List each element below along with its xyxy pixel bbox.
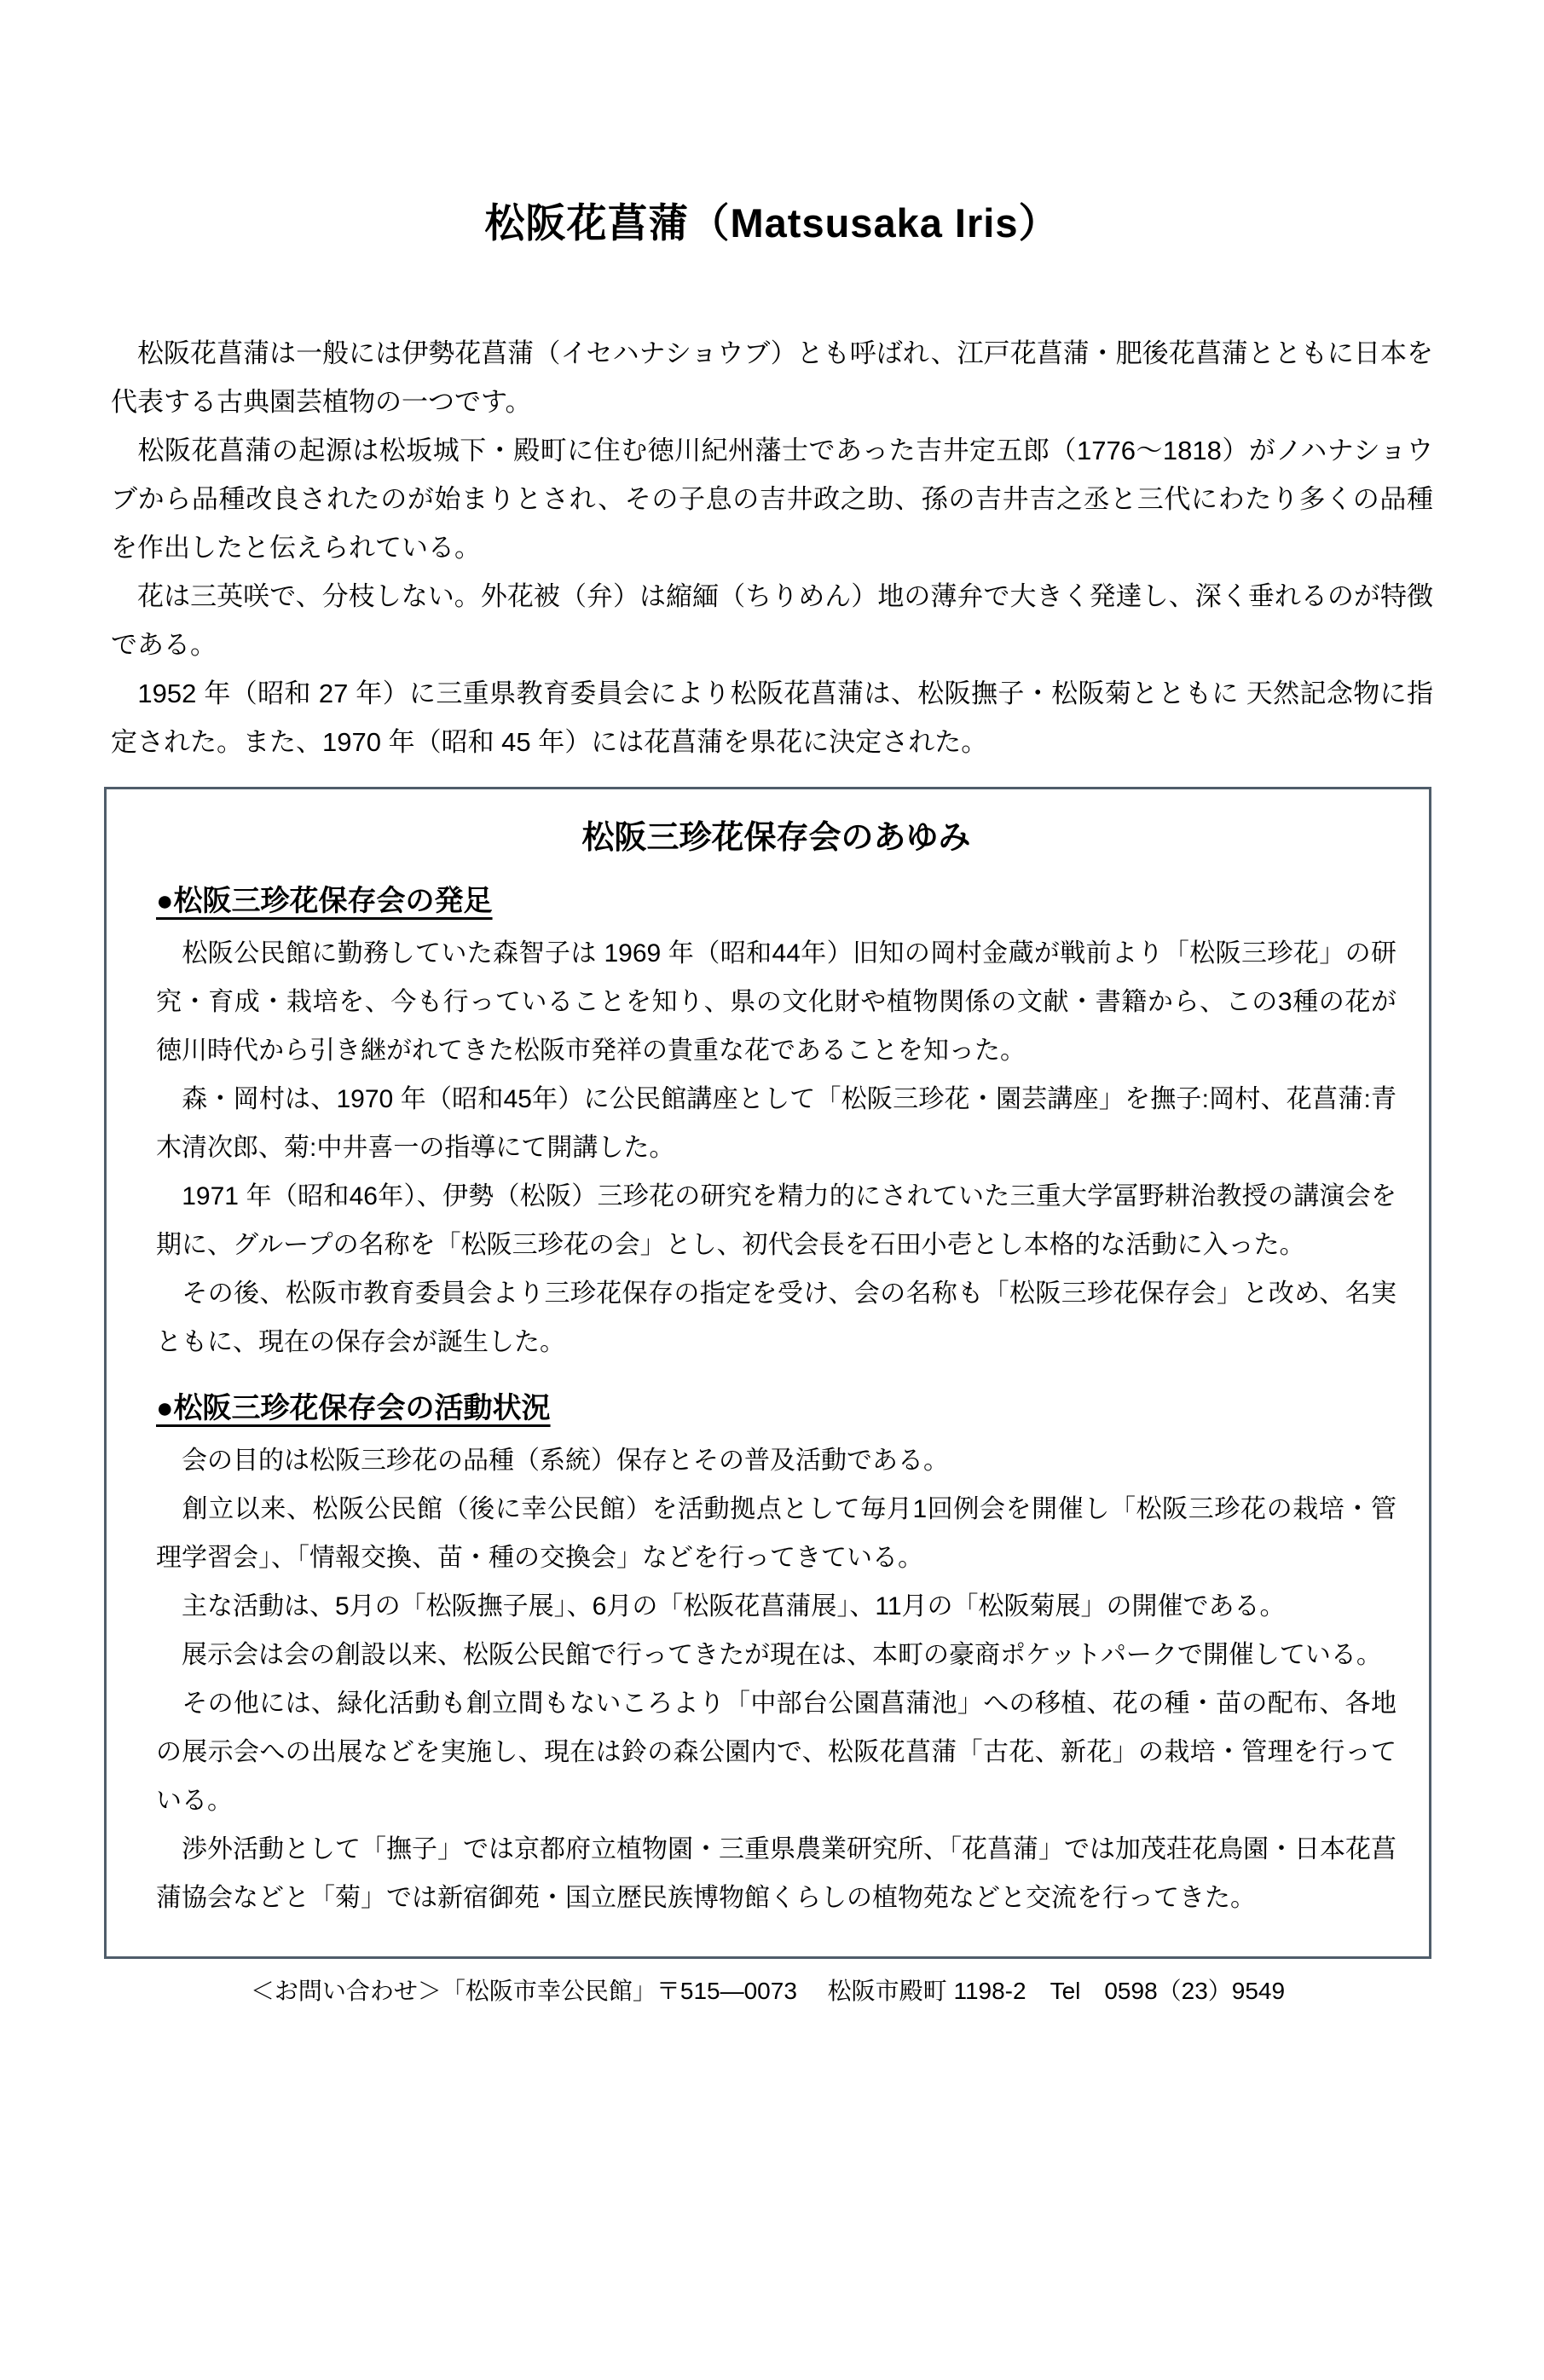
activities-paragraph: 会の目的は松阪三珍花の品種（系統）保存とその普及活動である。 <box>156 1447 949 1475</box>
contact-footer: ＜お問い合わせ＞「松阪市幸公民館」〒515—0073 松阪市殿町 1198-2 Tel 0598（23）9549 <box>250 1978 1286 2004</box>
activities-paragraph: その他には、緑化活動も創立間もないころより「中部台公園菖蒲池」への移植、花の種・苗の配布、各地の展示会への出展などを実施し、現在は鈴の森公園内で、松阪花菖蒲「古花、新花」の栽培・管理を行っている。 <box>156 1690 1397 1815</box>
activities-paragraph: 渉外活動として「撫子」では京都府立植物園・三重県農業研究所、「花菖蒲」では加茂荘花鳥園・日本花菖蒲協会などと「菊」では新宿御苑・国立歴民族博物館くらしの植物苑などと交流を行ってきた。 <box>156 1835 1397 1912</box>
intro-paragraph: 花は三英咲で、分枝しない。外花被（弁）は縮緬（ちりめん）地の薄弁で大きく発達し、深く垂れるのが特徴である。 <box>111 581 1433 660</box>
intro-paragraph: 松阪花菖蒲の起源は松坂城下・殿町に住む徳川紀州藩士であった吉井定五郎（1776～1818）がノハナショウブから品種改良されたのが始まりとされ、その子息の吉井政之助、孫の吉井吉之丞と三代にわたり多くの品種を作出したと伝えられている。 <box>111 436 1433 563</box>
activities-paragraph: 主な活動は、5月の「松阪撫子展」、6月の「松阪花菖蒲展」、11月の「松阪菊展」の開催である。 <box>156 1592 1286 1620</box>
section-heading-activities: ●松阪三珍花保存会の活動状況 <box>156 1392 551 1424</box>
page-title: 松阪花菖蒲（Matsusaka Iris） <box>484 200 1060 246</box>
founding-paragraph: 松阪公民館に勤務していた森智子は 1969 年（昭和44年）旧知の岡村金蔵が戦前より「松阪三珍花」の研究・育成・栽培を、今も行っていることを知り、県の文化財や植物関係の文献・書籍から、この3種の花が徳川時代から引き継がれてきた松阪市発祥の貴重な花であることを知った。 <box>156 939 1397 1065</box>
founding-paragraph: 1971 年（昭和46年）、伊勢（松阪）三珍花の研究を精力的にされていた三重大学冨野耕治教授の講演会を期に、グループの名称を「松阪三珍花の会」とし、初代会長を石田小壱とし本格的な活動に入った。 <box>156 1182 1397 1259</box>
box-title: 松阪三珍花保存会のあゆみ <box>581 820 971 856</box>
founding-paragraph: その後、松阪市教育委員会より三珍花保存の指定を受け、会の名称も「松阪三珍花保存会」と改め、名実ともに、現在の保存会が誕生した。 <box>156 1280 1397 1356</box>
society-history-box <box>104 787 1431 1959</box>
section-heading-founding: ●松阪三珍花保存会の発足 <box>156 885 493 917</box>
intro-paragraph: 1952 年（昭和 27 年）に三重県教育委員会により松阪花菖蒲は、松阪撫子・松阪菊とともに 天然記念物に指定された。また、1970 年（昭和 45 年）には花菖蒲を県花に決定された。 <box>111 679 1434 757</box>
activities-paragraph: 創立以来、松阪公民館（後に幸公民館）を活動拠点として毎月1回例会を開催し「松阪三珍花の栽培・管理学習会」、「情報交換、苗・種の交換会」などを行ってきている。 <box>156 1495 1397 1572</box>
founding-paragraph: 森・岡村は、1970 年（昭和45年）に公民館講座として「松阪三珍花・園芸講座」を撫子:岡村、花菖蒲:青木清次郎、菊:中井喜一の指導にて開講した。 <box>156 1085 1397 1162</box>
intro-paragraph: 松阪花菖蒲は一般には伊勢花菖蒲（イセハナショウブ）とも呼ばれ、江戸花菖蒲・肥後花菖蒲とともに日本を代表する古典園芸植物の一つです。 <box>111 338 1433 417</box>
activities-paragraph: 展示会は会の創設以来、松阪公民館で行ってきたが現在は、本町の豪商ポケットパークで開催している。 <box>156 1641 1382 1669</box>
intro-section <box>111 329 1433 766</box>
document-page <box>0 198 1544 2380</box>
